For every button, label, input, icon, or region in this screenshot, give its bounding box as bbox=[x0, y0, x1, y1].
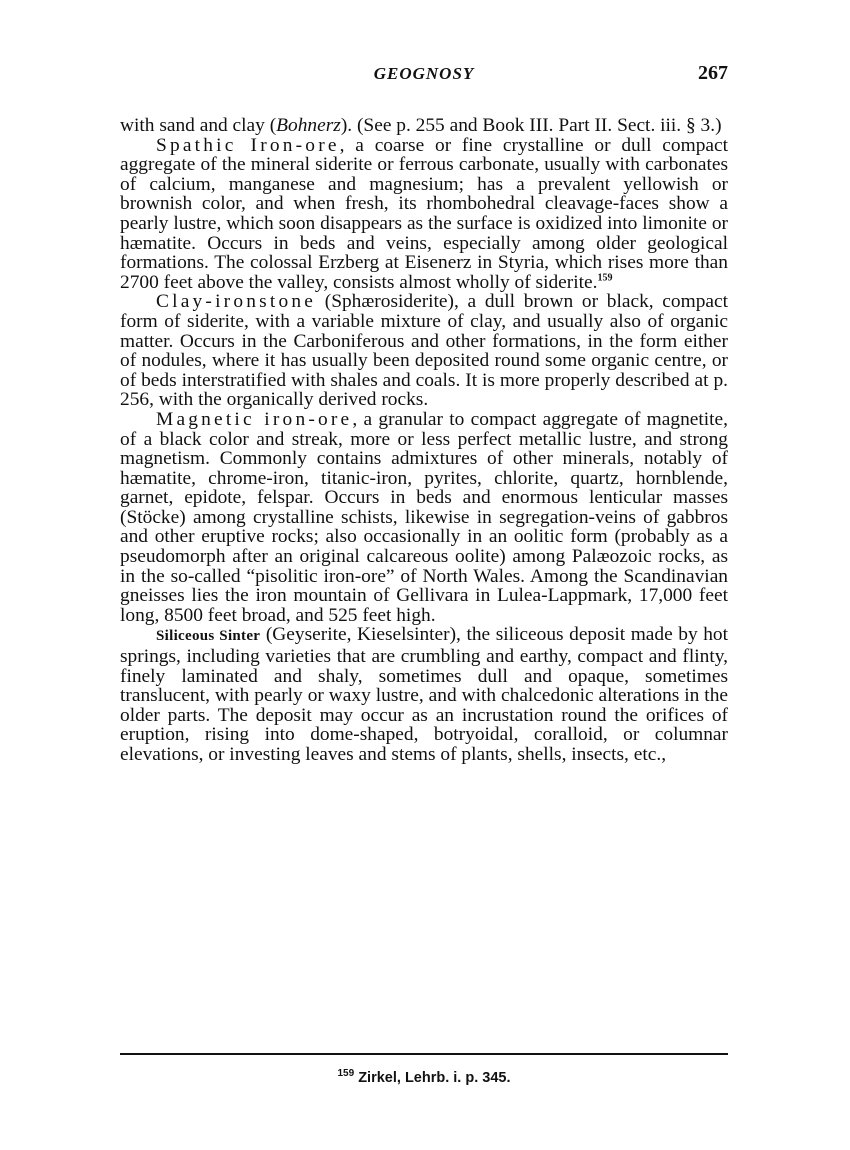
term-siliceous-sinter: Siliceous Sinter bbox=[156, 628, 261, 645]
term-spathic-iron-ore: Spathic Iron-ore bbox=[156, 134, 340, 156]
footnote-reference: 159 bbox=[597, 272, 613, 284]
paragraph-clay-ironstone bbox=[120, 292, 728, 410]
paragraph-text: (Geyserite, Kieselsinter), the siliceous deposit made by hot springs, including varieties that are crumbling and earthy, compact and flinty, finely laminated and shaly, sometimes dull and opaque, sometimes translucent, with pearly or waxy lustre, and with chalcedonic alterations in the older parts. The deposit may occur as an incrustation round the orifices of eruption, rising into dome-shaped, botryoidal, coralloid, or columnar elevations, or investing leaves and stems of plants, shells, insects, etc., bbox=[120, 624, 728, 765]
paragraph-text: ). (See p. 255 and Book III. Part II. Sect. iii. § 3.) bbox=[340, 115, 722, 136]
paragraph-siliceous-sinter bbox=[120, 625, 728, 764]
footnote-mark: 159 bbox=[337, 1068, 355, 1080]
term-clay-ironstone: Clay-ironstone bbox=[156, 291, 317, 313]
footnote-text: Zirkel, Lehrb. i. p. 345. bbox=[354, 1070, 511, 1086]
paragraph-text: (Sphærosiderite), a dull brown or black, compact form of siderite, with a variable mixture of clay, and usually also of organic matter. Occurs in the Carboniferous and other formations, in the form either of nodules, where it has usually been deposited round some organic centre, or of beds interstratified with shales and coals. It is more properly described at p. 256, with the organically derived rocks. bbox=[120, 291, 728, 411]
page-number: 267 bbox=[698, 62, 728, 84]
page bbox=[120, 62, 728, 765]
paragraph-magnetic-iron-ore bbox=[120, 410, 728, 626]
running-head bbox=[120, 62, 728, 92]
footnote bbox=[120, 1070, 728, 1086]
running-title: GEOGNOSY bbox=[373, 64, 475, 83]
paragraph-bohnerz-continuation bbox=[120, 116, 728, 136]
italic-term-bohnerz: Bohnerz bbox=[276, 115, 341, 136]
body-text bbox=[120, 116, 728, 765]
paragraph-text: , a coarse or fine crystalline or dull compact aggregate of the mineral siderite or ferrous carbonate, usually with carbonates of calcium, manganese and magnesium; has a prevalent yellowish or brownish color, and when fresh, its rhombohedral cleavage-faces show a pearly lustre, which soon disappears as the surface is oxidized into limonite or hæmatite. Occurs in beds and veins, especially among older geological formations. The colossal Erzberg at Eisenerz in Styria, which rises more than 2700 feet above the valley, consists almost wholly of siderite. bbox=[120, 134, 728, 293]
paragraph-text: with sand and clay ( bbox=[120, 115, 277, 136]
footnote-rule bbox=[120, 1053, 728, 1055]
term-magnetic-iron-ore: Magnetic iron-ore bbox=[156, 408, 353, 430]
paragraph-spathic-iron-ore bbox=[120, 136, 728, 293]
paragraph-text: , a granular to compact aggregate of magnetite, of a black color and streak, more or less perfect metallic lustre, and strong magnetism. Commonly contains admixtures of other minerals, notably of hæmatite, chrome-iron, titanic-iron, pyrites, chlorite, quartz, hornblende, garnet, epidote, felspar. Occurs in beds and enormous lenticular masses (Stöcke) among crystalline schists, likewise in segregation-veins of gabbros and other eruptive rocks; also occasionally in an oolitic form (probably as a pseudomorph after an original calcareous oolite) among Palæozoic rocks, as in the so-called “pisolitic iron-ore” of North Wales. Among the Scandinavian gneisses lies the iron mountain of Gellivara in Lulea-Lappmark, 17,000 feet long, 8500 feet broad, and 525 feet high. bbox=[120, 408, 728, 626]
